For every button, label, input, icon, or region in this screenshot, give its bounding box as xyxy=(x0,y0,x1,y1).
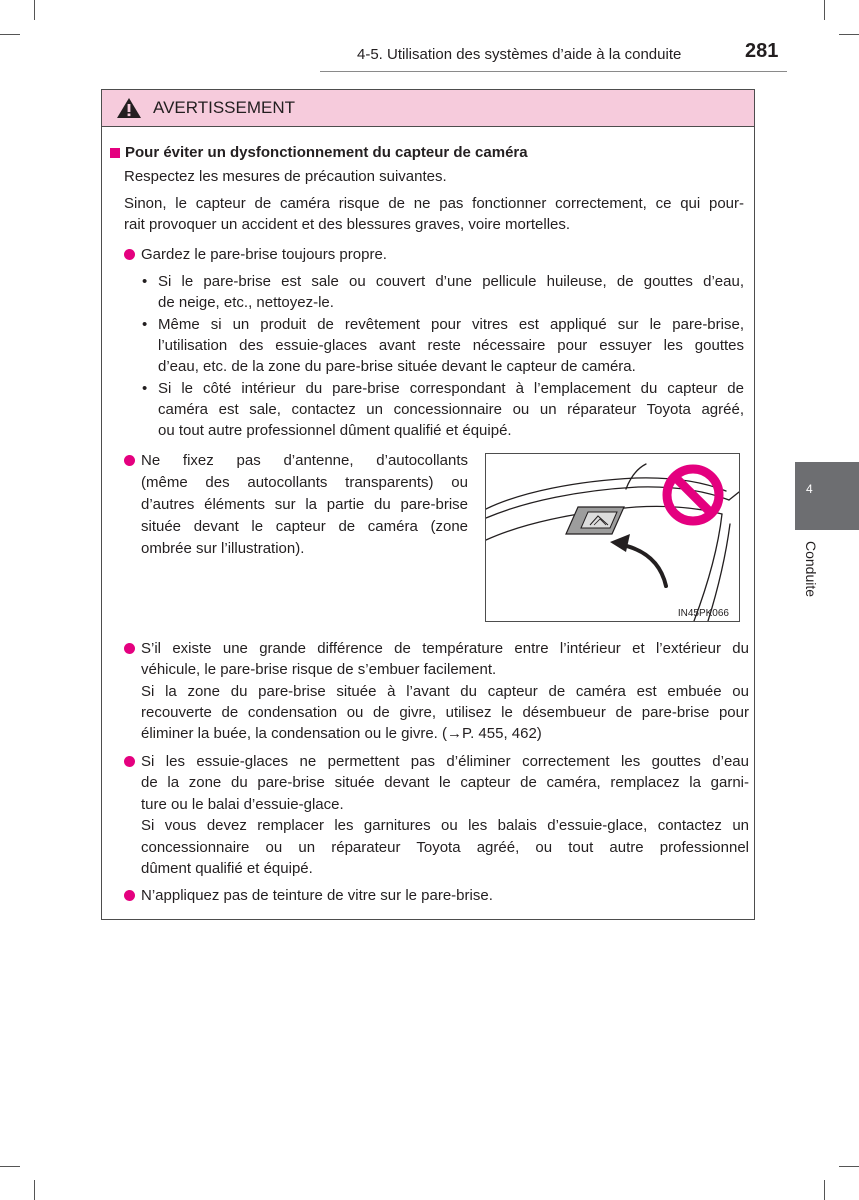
sub-item-text: caméra est sale, contactez un concessionnaire ou un réparateur Toyota agréé, xyxy=(158,401,744,418)
sub-bullet: • xyxy=(142,380,148,397)
page-number: 281 xyxy=(745,40,779,62)
bullet-dot xyxy=(124,756,135,767)
list-item: située devant le capteur de caméra (zone xyxy=(141,518,468,535)
crop-mark xyxy=(34,0,35,20)
sub-item-text: d’eau, etc. de la zone du pare-brise située devant le capteur de caméra. xyxy=(158,358,636,375)
sub-item-text: Si le pare-brise est sale ou couvert d’une pellicule huileuse, de gouttes d’eau, xyxy=(158,273,744,290)
sub-item-text: Si le côté intérieur du pare-brise correspondant à l’emplacement du capteur de xyxy=(158,380,744,397)
section-marker xyxy=(110,148,120,158)
sub-item-text: l’utilisation des essuie-glaces avant reste nécessaire pour essuyer les gouttes xyxy=(158,337,744,354)
list-item: concessionnaire ou un réparateur Toyota agréé, ou tout autre professionnel xyxy=(141,839,749,856)
bullet-dot xyxy=(124,249,135,260)
sub-item-text: Même si un produit de revêtement pour vitres est appliqué sur le pare-brise, xyxy=(158,316,744,333)
warning-heading: Pour éviter un dysfonctionnement du capteur de caméra xyxy=(125,144,528,161)
warning-triangle-icon xyxy=(116,97,142,119)
crop-mark xyxy=(0,1166,20,1167)
list-item: Ne fixez pas d’antenne, d’autocollants xyxy=(141,452,468,469)
chapter-label: Conduite xyxy=(803,541,819,598)
section-title: 4-5. Utilisation des systèmes d’aide à la conduite xyxy=(357,46,682,63)
sub-item-text: ou tout autre professionnel dûment qualifié et équipé. xyxy=(158,422,512,439)
crop-mark xyxy=(34,1180,35,1200)
list-item: Si vous devez remplacer les garnitures ou les balais d’essuie-glace, contactez un xyxy=(141,817,749,834)
list-item: Si les essuie-glaces ne permettent pas d’éliminer correctement les gouttes d’eau xyxy=(141,753,749,770)
list-item: éliminer la buée, la condensation ou le givre. (→P. 455, 462) xyxy=(141,725,542,742)
list-item: recouverte de condensation ou de givre, utilisez le désembueur de pare-brise pour xyxy=(141,704,749,721)
list-item: S’il existe une grande différence de température entre l’intérieur et l’extérieur du xyxy=(141,640,749,657)
prohibition-icon xyxy=(661,463,725,527)
chapter-tab xyxy=(795,462,859,530)
intro-text: Respectez les mesures de précaution suivantes. xyxy=(124,168,447,185)
list-item: véhicule, le pare-brise risque de s’embuer facilement. xyxy=(141,661,497,678)
intro-text: rait provoquer un accident et des blessures graves, voire mortelles. xyxy=(124,216,571,233)
intro-text: Sinon, le capteur de caméra risque de ne pas fonctionner correctement, ce qui pour- xyxy=(124,195,744,212)
header-divider xyxy=(320,71,787,72)
sub-bullet: • xyxy=(142,316,148,333)
crop-mark xyxy=(0,34,20,35)
list-item: Si la zone du pare-brise située à l’avant du capteur de caméra est embuée ou xyxy=(141,683,749,700)
list-item: dûment qualifié et équipé. xyxy=(141,860,313,877)
crop-mark xyxy=(824,1180,825,1200)
sub-item-text: de neige, etc., nettoyez-le. xyxy=(158,294,334,311)
list-item: ture ou le balai d’essuie-glace. xyxy=(141,796,344,813)
sub-bullet: • xyxy=(142,273,148,290)
illustration-code: IN45PK066 xyxy=(677,608,729,619)
warning-title: AVERTISSEMENT xyxy=(153,98,296,117)
bullet-dot xyxy=(124,643,135,654)
list-item: ombrée sur l’illustration). xyxy=(141,540,305,557)
warning-header xyxy=(102,90,754,127)
bullet-dot xyxy=(124,455,135,466)
crop-mark xyxy=(824,0,825,20)
crop-mark xyxy=(839,1166,859,1167)
list-item: N’appliquez pas de teinture de vitre sur le pare-brise. xyxy=(141,887,493,904)
crop-mark xyxy=(839,34,859,35)
bullet-dot xyxy=(124,890,135,901)
list-item: (même des autocollants transparents) ou xyxy=(141,474,468,491)
list-item: d’autres éléments sur la partie du pare-brise xyxy=(141,496,468,513)
list-item: de la zone du pare-brise située devant le capteur de caméra, remplacez la garni- xyxy=(141,774,749,791)
chapter-number: 4 xyxy=(806,482,813,496)
windshield-illustration xyxy=(485,453,740,622)
list-item: Gardez le pare-brise toujours propre. xyxy=(141,246,387,263)
